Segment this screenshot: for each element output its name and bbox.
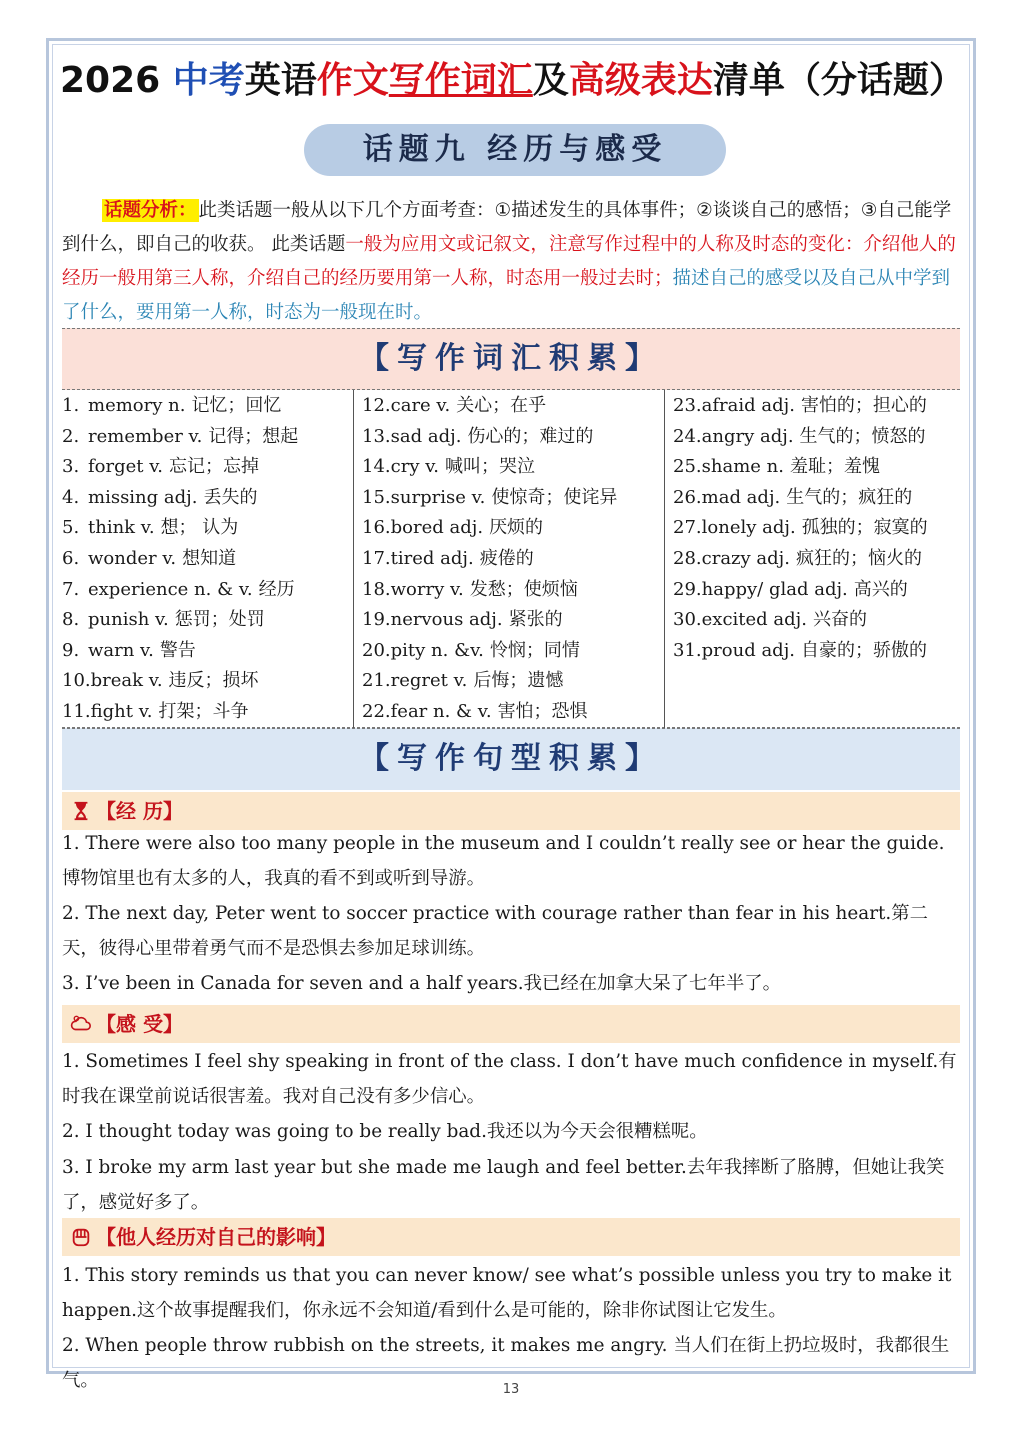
vocab-number: 1. [62,395,80,416]
vocab-meaning: 打架；斗争 [158,701,249,722]
vocab-item [354,483,617,514]
vocab-number: 3. [62,456,80,478]
section-influence-label: 【他人经历对自己的影响】 [96,1225,336,1249]
vocab-item [62,636,196,667]
vocab-meaning: 疲倦的 [479,548,534,569]
vocab-item [62,575,295,606]
feelings-sentence-3: 3. I broke my arm last year but she made me laugh and feel better.去年我摔断了胳膊，但她让我笑了，感觉好多了。 [62,1157,945,1213]
vocab-item [665,575,908,606]
vocab-word: worry v. [390,578,464,600]
vocab-number: 14. [362,456,391,478]
section-experience-label: 【经 历】 [96,799,183,823]
title-english: 英语 [244,60,317,101]
vocab-number: 13. [362,425,391,447]
vocab-column-3 [665,390,960,728]
vocab-meaning: 怜悯；同情 [489,639,580,661]
vocab-word: remember v. [88,425,203,447]
vocab-meaning: 想； 认为 [160,517,239,539]
vocab-word: fight v. [90,701,153,722]
title-composition: 作文 [316,60,389,101]
vocab-number: 10. [62,670,91,692]
section-feelings-heading [62,1005,960,1043]
vocab-meaning: 生气的；疯狂的 [786,486,913,508]
vocab-item [665,422,926,453]
vocab-meaning: 疯狂的；恼火的 [796,548,922,569]
vocab-meaning: 自豪的；骄傲的 [801,639,927,661]
vocab-item [354,666,563,697]
sentence-heading: 【写作句型积累】 [62,728,960,790]
vocab-item [665,513,928,544]
feelings-sentence-2: 2. I thought today was going to be really bad.我还以为今天会很糟糕呢。 [62,1121,708,1142]
analysis-text-3: 描述自己的感受以及自己从中学到了什么，要用第一人称，时态为一般现在时。 [62,268,951,323]
vocab-meaning: 惩罚；处罚 [174,609,265,631]
vocab-meaning: 丢失的 [203,486,258,508]
vocab-item [354,513,543,544]
vocab-number: 11. [62,701,91,722]
vocab-item [62,697,248,728]
page-title [60,56,965,106]
vocab-number: 28. [673,548,702,569]
influence-sentence-1: 1. This story reminds us that you can never know/ see what’s possible unless you try to make it happen.这个故事提醒我们，你永远不会知道/看到什么是可能的，除非你试图让它发生。 [62,1265,952,1321]
vocab-meaning: 违反；损坏 [168,670,259,692]
fist-icon [70,1226,92,1248]
page-number: 13 [502,1382,520,1397]
vocab-word: sad adj. [390,425,462,447]
vocab-word: fear n. & v. [390,701,492,722]
vocab-number: 19. [362,609,391,631]
vocab-number: 23. [673,395,702,416]
vocab-number: 5. [62,517,80,539]
vocab-table [62,390,960,728]
experience-sentence-2: 2. The next day, Peter went to soccer practice with courage rather than fear in his heart.第二天，彼得心里带着勇气而不是恐惧去参加足球训练。 [62,903,929,959]
vocab-item [354,452,535,483]
vocab-word: surprise v. [390,486,486,508]
vocab-number: 15. [362,486,391,508]
vocab-number: 24. [673,425,702,447]
vocab-number: 27. [673,517,702,539]
vocab-item [665,636,927,667]
vocab-meaning: 发愁；使烦恼 [469,578,578,600]
vocab-number: 31. [673,639,702,661]
vocab-meaning: 记忆；回忆 [191,395,282,416]
vocab-item [354,697,588,728]
vocab-meaning: 兴奋的 [812,609,867,631]
vocab-meaning: 使惊奇；使诧异 [491,486,618,508]
vocab-item [354,422,593,453]
vocab-heading: 【写作词汇积累】 [62,328,960,390]
vocab-item [62,513,238,544]
vocab-item [62,391,281,422]
vocab-meaning: 高兴的 [853,578,908,600]
title-and: 及 [532,60,569,101]
vocab-word: mad adj. [701,486,781,508]
vocab-item [354,605,563,636]
vocab-number: 6. [62,548,80,569]
vocab-number: 20. [362,639,391,661]
vocab-number: 16. [362,517,391,539]
vocab-number: 22. [362,701,391,722]
vocab-meaning: 关心；在乎 [456,395,547,416]
vocab-word: missing adj. [88,486,198,508]
vocab-meaning: 羞耻；羞愧 [789,456,880,478]
vocab-word: forget v. [88,456,163,478]
vocab-item [665,391,927,422]
vocab-meaning: 害怕；恐惧 [497,701,588,722]
vocab-word: think v. [88,517,155,539]
hourglass-icon [70,800,92,822]
vocab-word: pity n. &v. [390,639,484,661]
vocab-meaning: 生气的；愤怒的 [799,425,926,447]
vocab-word: happy/ glad adj. [701,578,848,600]
title-vocab: 写作词汇 [388,60,533,101]
vocab-word: cry v. [390,456,439,478]
vocab-meaning: 后悔；遗憾 [473,670,564,692]
vocab-meaning: 厌烦的 [489,517,544,539]
analysis-label: 话题分析： [104,200,197,221]
section-experience-heading [62,792,960,830]
vocab-word: crazy adj. [701,548,790,569]
vocab-number: 2. [62,425,80,447]
vocab-word: afraid adj. [701,395,795,416]
vocab-number: 29. [673,578,702,600]
topic-analysis [62,194,960,330]
vocab-item [665,544,922,575]
vocab-word: proud adj. [701,639,795,661]
vocab-number: 30. [673,609,702,631]
vocab-word: warn v. [88,639,154,661]
vocab-item [62,452,259,483]
vocab-meaning: 想知道 [182,548,237,569]
vocab-number: 8. [62,609,80,631]
vocab-meaning: 紧张的 [508,609,563,631]
vocab-meaning: 孤独的；寂寞的 [801,517,928,539]
vocab-item [665,483,912,514]
topic-badge: 话题九 经历与感受 [304,124,726,176]
vocab-item [62,666,259,697]
vocab-meaning: 经历 [258,578,295,600]
vocab-item [62,422,298,453]
vocab-word: nervous adj. [390,609,503,631]
vocab-number: 25. [673,456,702,478]
vocab-number: 26. [673,486,702,508]
vocab-column-1 [62,390,354,728]
vocab-word: excited adj. [701,609,807,631]
vocab-word: punish v. [88,609,169,631]
vocab-meaning: 警告 [159,639,196,661]
vocab-word: bored adj. [390,517,484,539]
vocab-number: 7. [62,578,80,600]
vocab-item [62,605,265,636]
vocab-number: 21. [362,670,391,692]
vocab-number: 18. [362,578,391,600]
vocab-meaning: 害怕的；担心的 [800,395,927,416]
vocab-word: lonely adj. [701,517,796,539]
experience-sentence-1: 1. There were also too many people in the museum and I couldn’t really see or hear the guide.博物馆里也有太多的人，我真的看不到或听到导游。 [62,833,945,889]
vocab-meaning: 记得；想起 [208,425,299,447]
experience-sentence-3: 3. I’ve been in Canada for seven and a half years.我已经在加拿大呆了七年半了。 [62,973,782,994]
vocab-word: angry adj. [701,425,794,447]
vocab-word: tired adj. [390,548,474,569]
vocab-word: break v. [90,670,163,692]
vocab-number: 4. [62,486,80,508]
vocab-item [354,636,580,667]
vocab-item [354,544,534,575]
title-list: 清单（分话题） [712,60,965,101]
vocab-word: memory n. [88,395,186,416]
title-zhongkao: 中考 [172,60,245,101]
influence-sentence-2: 2. When people throw rubbish on the streets, it makes me angry. 当人们在街上扔垃圾时，我都很生气。 [62,1335,950,1391]
vocab-item [665,605,867,636]
vocab-item [354,391,546,422]
vocab-item [665,452,880,483]
section-influence-heading [62,1218,960,1256]
vocab-column-2 [354,390,665,728]
vocab-word: regret v. [390,670,468,692]
vocab-meaning: 伤心的；难过的 [467,425,594,447]
title-year: 2026 [60,60,173,101]
vocab-number: 17. [362,548,391,569]
vocab-number: 12. [362,395,391,416]
title-advanced: 高级表达 [568,60,713,101]
vocab-meaning: 喊叫；哭泣 [444,456,535,478]
vocab-word: shame n. [701,456,784,478]
analysis-text-1: 此类话题一般从以下几个方面考查：①描述发生的具体事件；②谈谈自己的感悟；③自己能学到什么，即自己的收获。 此类话题 [62,200,952,255]
vocab-word: care v. [390,395,451,416]
vocab-word: wonder v. [88,548,177,569]
cloud-icon [70,1013,92,1035]
vocab-number: 9. [62,639,80,661]
vocab-word: experience n. & v. [88,578,253,600]
vocab-item [62,483,257,514]
feelings-sentence-1: 1. Sometimes I feel shy speaking in front of the class. I don’t have much confidence in myself.有时我在课堂前说话很害羞。我对自己没有多少信心。 [62,1051,957,1107]
vocab-item [354,575,578,606]
vocab-meaning: 忘记；忘掉 [169,456,259,478]
analysis-text-2: 一般为应用文或记叙文，注意写作过程中的人称及时态的变化：介绍他人的经历一般用第三人称，介绍自己的经历要用第一人称，时态用一般过去时； [62,234,956,289]
section-feelings-label: 【感 受】 [96,1012,183,1036]
vocab-item [62,544,236,575]
